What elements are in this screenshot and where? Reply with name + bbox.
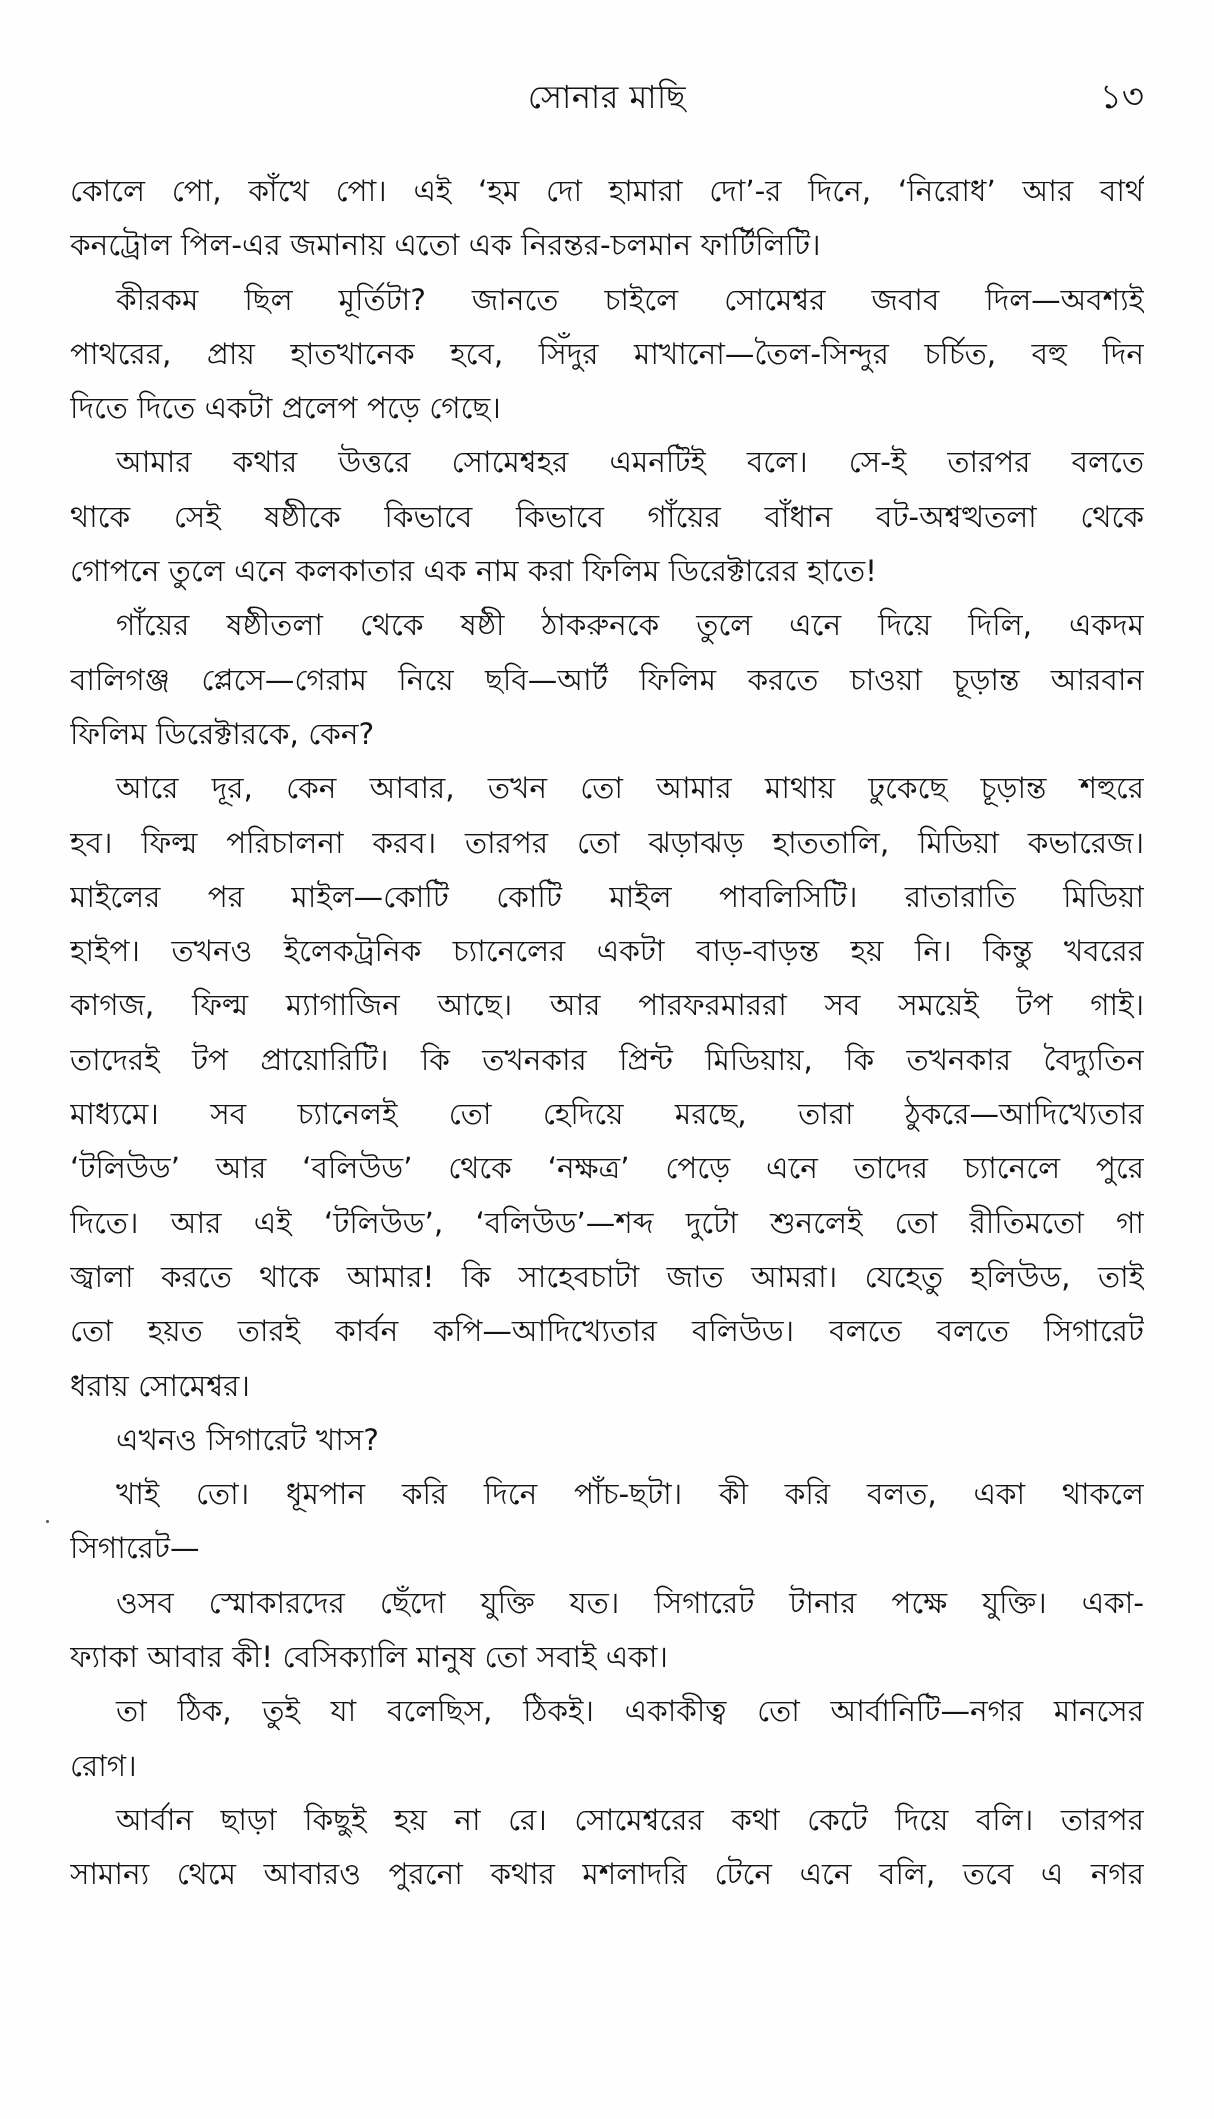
text-line: কোলে পো, কাঁখে পো। এই ‘হম দো হামারা দো’-র দিনে, ‘নিরোধ’ আর বার্থ [70,174,1144,208]
body-text [70,164,1144,1902]
text-line: ধরায় সোমেশ্বর। [70,1368,250,1403]
running-head [70,72,1144,122]
text-line: হাইপ। তখনও ইলেকট্রনিক চ্যানেলের একটা বাড়-বাড়ন্ত হয় নি। কিন্তু খবরের [70,934,1144,969]
text-line: দিতে। আর এই ‘টলিউড’, ‘বলিউড’—শব্দ দুটো শুনলেই তো রীতিমতো গা [70,1205,1144,1240]
text-line: মাধ্যমে। সব চ্যানেলই তো হেদিয়ে মরছে, তারা ঠুকরে—আদিখ্যেতার [70,1097,1144,1132]
text-line: তাদেরই টপ প্রায়োরিটি। কি তখনকার প্রিন্ট মিডিয়ায়, কি তখনকার বৈদ্যুতিন [70,1042,1144,1077]
text-line: আর্বান ছাড়া কিছুই হয় না রে। সোমেশ্বরের কথা কেটে দিয়ে বলি। তারপর [116,1802,1144,1837]
text-line: কাগজ, ফিল্ম ম্যাগাজিন আছে। আর পারফরমাররা সব সময়েই টপ গাই। [70,988,1144,1023]
text-line: তা ঠিক, তুই যা বলেছিস, ঠিকই। একাকীত্ব তো আর্বানিটি—নগর মানসের [116,1694,1144,1729]
text-line: সামান্য থেমে আবারও পুরনো কথার মশলাদরি টেনে এনে বলি, তবে এ নগর [70,1857,1144,1892]
text-line: ফিলিম ডিরেক্টারকে, কেন? [70,716,375,751]
text-line: রোগ। [70,1748,137,1783]
text-line: এখনও সিগারেট খাস? [116,1422,379,1457]
page-number: ১৩ [1099,77,1144,117]
text-line: ফ্যাকা আবার কী! বেসিক্যালি মানুষ তো সবাই একা। [70,1640,668,1675]
text-line: তো হয়ত তারই কার্বন কপি—আদিখ্যেতার বলিউড। বলতে বলতে সিগারেট [70,1314,1144,1349]
text-line: মাইলের পর মাইল—কোটি কোটি মাইল পাবলিসিটি। রাতারাতি মিডিয়া [70,879,1144,914]
text-line: খাই তো। ধূমপান করি দিনে পাঁচ-ছটা। কী করি বলত, একা থাকলে [116,1477,1144,1512]
text-line: দিতে দিতে একটা প্রলেপ পড়ে গেছে। [70,391,501,426]
text-line: আরে দূর, কেন আবার, তখন তো আমার মাথায় ঢুকেছে চূড়ান্ত শহুরে [116,771,1144,806]
text-line: থাকে সেই ষষ্ঠীকে কিভাবে কিভাবে গাঁয়ের বাঁধান বট-অশ্বত্থতলা থেকে [70,499,1144,534]
text-line: আমার কথার উত্তরে সোমেশ্বহর এমনটিই বলে। সে-ই তারপর বলতে [116,445,1144,480]
text-line: পাথরের, প্রায় হাতখানেক হবে, সিঁদুর মাখানো—তৈল-সিন্দুর চর্চিত, বহু দিন [70,336,1144,371]
text-line: গোপনে তুলে এনে কলকাতার এক নাম করা ফিলিম ডিরেক্টারের হাতে! [70,554,877,589]
text-line: কনট্রোল পিল-এর জমানায় এতো এক নিরন্তর-চলমান ফার্টিলিটি। [70,228,821,263]
text-line: সিগারেট— [70,1531,200,1566]
book-title: সোনার মাছি [527,78,687,116]
text-line: কীরকম ছিল মূর্তিটা? জানতে চাইলে সোমেশ্বর জবাব দিল—অবশ্যই [116,282,1144,317]
text-line: গাঁয়ের ষষ্ঠীতলা থেকে ষষ্ঠী ঠাকরুনকে তুলে এনে দিয়ে দিলি, একদম [116,608,1144,643]
text-line: বালিগঞ্জ প্লেসে—গেরাম নিয়ে ছবি—আর্ট ফিলিম করতে চাওয়া চূড়ান্ত আরবান [70,662,1144,697]
paper-speck [46,1520,49,1523]
text-line: ওসব স্মোকারদের ছেঁদো যুক্তি যত। সিগারেট টানার পক্ষে যুক্তি। একা- [116,1585,1144,1620]
text-line: হব। ফিল্ম পরিচালনা করব। তারপর তো ঝড়াঝড় হাততালি, মিডিয়া কভারেজ। [70,825,1144,860]
text-line: জ্বালা করতে থাকে আমার! কি সাহেবচাটা জাত আমরা। যেহেতু হলিউড, তাই [70,1259,1144,1294]
text-line: ‘টলিউড’ আর ‘বলিউড’ থেকে ‘নক্ষত্র’ পেড়ে এনে তাদের চ্যানেলে পুরে [70,1151,1144,1186]
